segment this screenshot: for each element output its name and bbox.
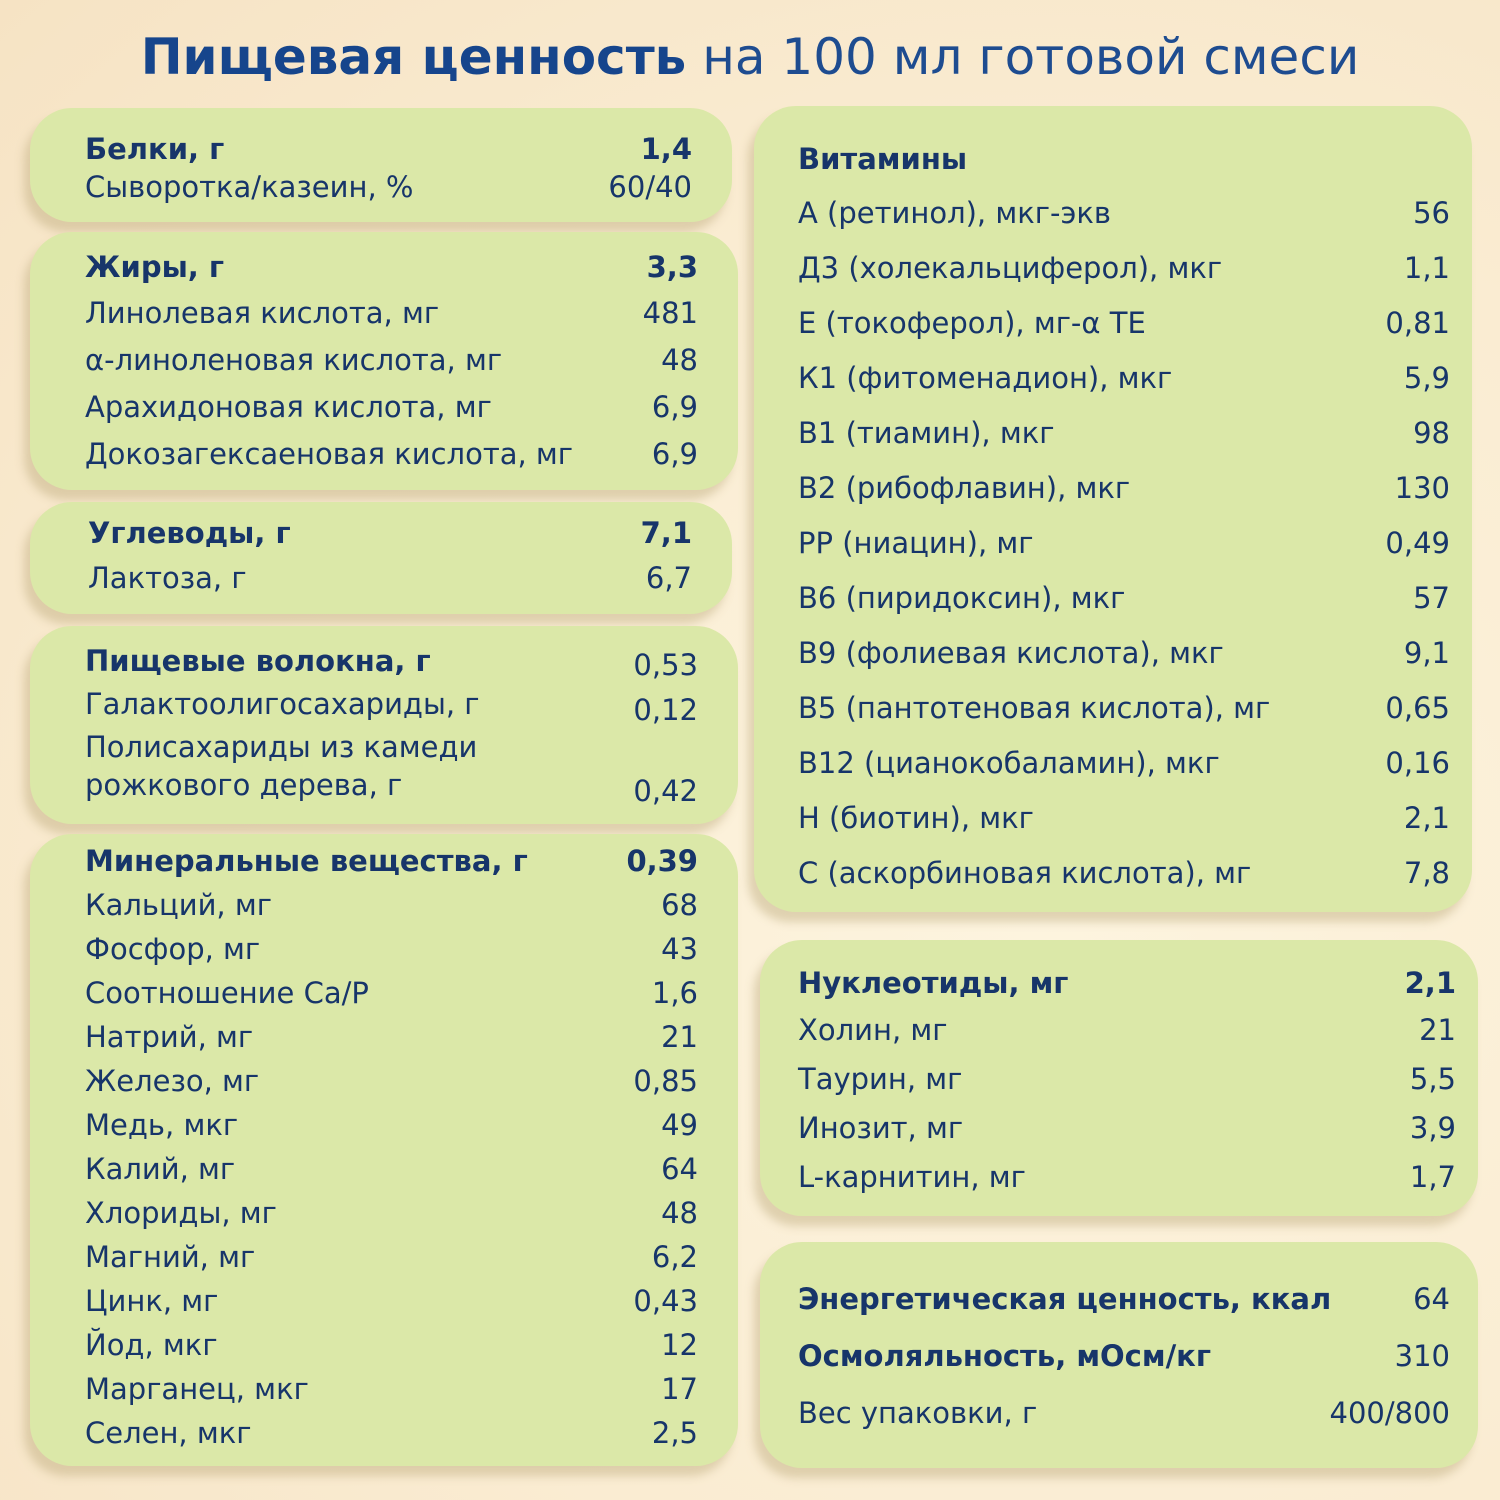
row-value: 310: [1394, 1339, 1450, 1373]
title-bold: Пищевая ценность: [140, 28, 687, 86]
row-label: В12 (цианокобаламин), мкг: [798, 746, 1220, 780]
nucleotides-row: [760, 1013, 1478, 1053]
carbs-header-row: [30, 516, 732, 556]
row-label: L-карнитин, мг: [798, 1160, 1026, 1194]
row-label: Таурин, мг: [798, 1062, 963, 1096]
row-value: 0,43: [633, 1284, 698, 1318]
nucleotides-row: [760, 1111, 1478, 1151]
row-label: Белки, г: [85, 132, 225, 166]
fiber-row: [30, 730, 738, 770]
fats-card: [30, 232, 738, 490]
row-label: Витамины: [798, 142, 968, 176]
row-label: Вес упаковки, г: [798, 1396, 1038, 1430]
energy-card: [760, 1242, 1478, 1468]
vitamin-row: [754, 196, 1472, 236]
energy-row: [760, 1396, 1478, 1436]
row-value: 43: [661, 932, 698, 966]
row-value: 400/800: [1329, 1396, 1450, 1430]
row-label: В5 (пантотеновая кислота), мг: [798, 691, 1271, 725]
minerals-row: [30, 1284, 738, 1324]
row-label: Медь, мкг: [85, 1108, 239, 1142]
row-value: 12: [661, 1328, 698, 1362]
row-value: 5,9: [1403, 361, 1450, 395]
row-value: 68: [661, 888, 698, 922]
row-label: Кальций, мг: [85, 888, 272, 922]
fats-row: [30, 437, 738, 477]
row-value: 48: [661, 1196, 698, 1230]
minerals-row: [30, 1240, 738, 1280]
row-label: рожкового дерева, г: [85, 768, 403, 802]
minerals-row: [30, 932, 738, 972]
row-value: 21: [661, 1020, 698, 1054]
fats-header-row: [30, 250, 738, 290]
row-label: Докозагексаеновая кислота, мг: [85, 437, 574, 471]
row-value: 1,6: [651, 976, 698, 1010]
row-value: 481: [642, 296, 698, 330]
carbs-card: [30, 502, 732, 614]
row-value: 0,85: [633, 1064, 698, 1098]
row-label: Сыворотка/казеин, %: [85, 170, 414, 204]
row-label: Цинк, мг: [85, 1284, 219, 1318]
row-label: Жиры, г: [85, 250, 225, 284]
row-label: Н (биотин), мкг: [798, 801, 1034, 835]
row-label: Магний, мг: [85, 1240, 256, 1274]
row-label: α-линоленовая кислота, мг: [85, 343, 503, 377]
minerals-row: [30, 1372, 738, 1412]
vitamin-row: [754, 416, 1472, 456]
vitamin-row: [754, 801, 1472, 841]
row-value: 6,9: [651, 437, 698, 471]
row-label: Лактоза, г: [88, 561, 247, 595]
proteins-card: [30, 108, 732, 222]
row-value: 2,5: [651, 1416, 698, 1450]
row-value: 1,4: [640, 132, 692, 166]
row-value: 0,12: [633, 693, 698, 727]
vitamin-row: [754, 526, 1472, 566]
row-value: 9,1: [1403, 636, 1450, 670]
minerals-row: [30, 976, 738, 1016]
row-value: 6,9: [651, 390, 698, 424]
row-value: 0,49: [1385, 526, 1450, 560]
fats-row: [30, 390, 738, 430]
minerals-card: [30, 834, 738, 1466]
row-label: К1 (фитоменадион), мкг: [798, 361, 1173, 395]
row-value: 6,2: [651, 1240, 698, 1274]
row-value: 0,81: [1385, 306, 1450, 340]
row-value: 7,8: [1403, 856, 1450, 890]
row-value: 2,1: [1404, 966, 1456, 1000]
vitamin-row: [754, 361, 1472, 401]
row-label: Фосфор, мг: [85, 932, 261, 966]
row-label: Линолевая кислота, мг: [85, 296, 440, 330]
row-value: 3,9: [1409, 1111, 1456, 1145]
row-value: 60/40: [608, 170, 692, 204]
row-value: 1,1: [1403, 251, 1450, 285]
row-value: 48: [661, 343, 698, 377]
row-value: 21: [1419, 1013, 1456, 1047]
minerals-row: [30, 1020, 738, 1060]
row-label: Полисахариды из камеди: [85, 730, 478, 764]
vitamin-row: [754, 746, 1472, 786]
row-value: 0,42: [633, 774, 698, 808]
row-value: 0,53: [633, 648, 698, 682]
row-label: Натрий, мг: [85, 1020, 254, 1054]
row-value: 64: [661, 1152, 698, 1186]
row-value: 7,1: [640, 516, 692, 550]
row-label: Нуклеотиды, мг: [798, 966, 1069, 1000]
minerals-row: [30, 1152, 738, 1192]
nucleotides-header-row: [760, 966, 1478, 1006]
fiber-value-row: [30, 774, 738, 814]
row-label: С (аскорбиновая кислота), мг: [798, 856, 1252, 890]
vitamins-card: [754, 106, 1472, 912]
vitamin-row: [754, 306, 1472, 346]
energy-header-row: [760, 1282, 1478, 1322]
row-value: 0,39: [626, 844, 698, 878]
row-label: В1 (тиамин), мкг: [798, 416, 1055, 450]
row-value: 1,7: [1409, 1160, 1456, 1194]
row-value: 0,65: [1385, 691, 1450, 725]
energy-header-row: [760, 1339, 1478, 1379]
fiber-value-row: [30, 693, 738, 733]
row-label: РР (ниацин), мг: [798, 526, 1034, 560]
row-value: 57: [1413, 581, 1450, 615]
vitamin-row: [754, 856, 1472, 896]
row-label: Калий, мг: [85, 1152, 236, 1186]
fiber-header-value-row: [30, 648, 738, 688]
carbs-row: [30, 561, 732, 601]
row-value: 98: [1413, 416, 1450, 450]
nucleotides-row: [760, 1160, 1478, 1200]
vitamin-row: [754, 691, 1472, 731]
minerals-row: [30, 888, 738, 928]
row-label: А (ретинол), мкг-экв: [798, 196, 1111, 230]
row-label: Железо, мг: [85, 1064, 260, 1098]
fats-row: [30, 343, 738, 383]
row-label: Марганец, мкг: [85, 1372, 309, 1406]
row-value: 17: [661, 1372, 698, 1406]
row-value: 49: [661, 1108, 698, 1142]
row-label: Йод, мкг: [85, 1328, 218, 1362]
minerals-row: [30, 1064, 738, 1104]
row-label: Минеральные вещества, г: [85, 844, 528, 878]
row-value: 3,3: [646, 250, 698, 284]
row-label: Энергетическая ценность, ккал: [798, 1282, 1332, 1316]
row-label: Арахидоновая кислота, мг: [85, 390, 492, 424]
proteins-row: [30, 170, 732, 210]
row-label: Е (токоферол), мг-α ТЕ: [798, 306, 1146, 340]
row-label: Холин, мг: [798, 1013, 948, 1047]
vitamin-row: [754, 581, 1472, 621]
row-label: Пищевые волокна, г: [85, 644, 431, 678]
row-label: Селен, мкг: [85, 1416, 252, 1450]
minerals-row: [30, 1328, 738, 1368]
minerals-row: [30, 1108, 738, 1148]
row-label: В2 (рибофлавин), мкг: [798, 471, 1131, 505]
proteins-header-row: [30, 132, 732, 172]
row-value: 2,1: [1403, 801, 1450, 835]
row-label: Соотношение Ca/P: [85, 976, 369, 1010]
row-label: Инозит, мг: [798, 1111, 964, 1145]
vitamin-row: [754, 471, 1472, 511]
fiber-card: [30, 626, 738, 824]
row-label: Хлориды, мг: [85, 1196, 277, 1230]
row-value: 130: [1394, 471, 1450, 505]
vitamins-header-row: [754, 142, 1472, 182]
title-rest: на 100 мл готовой смеси: [702, 28, 1360, 86]
row-label: В6 (пиридоксин), мкг: [798, 581, 1126, 615]
row-label: Осмоляльность, мОсм/кг: [798, 1339, 1211, 1373]
row-value: 0,16: [1385, 746, 1450, 780]
row-value: 6,7: [645, 561, 692, 595]
nucleotides-row: [760, 1062, 1478, 1102]
row-label: Д3 (холекальциферол), мкг: [798, 251, 1223, 285]
row-value: 5,5: [1409, 1062, 1456, 1096]
row-label: Галактоолигосахариды, г: [85, 687, 480, 721]
minerals-header-row: [30, 844, 738, 884]
vitamin-row: [754, 636, 1472, 676]
nucleotides-card: [760, 940, 1478, 1216]
page-title: [0, 28, 1500, 86]
minerals-row: [30, 1416, 738, 1456]
fats-row: [30, 296, 738, 336]
row-value: 64: [1413, 1282, 1450, 1316]
row-label: В9 (фолиевая кислота), мкг: [798, 636, 1224, 670]
row-value: 56: [1413, 196, 1450, 230]
row-label: Углеводы, г: [88, 516, 291, 550]
vitamin-row: [754, 251, 1472, 291]
minerals-row: [30, 1196, 738, 1236]
